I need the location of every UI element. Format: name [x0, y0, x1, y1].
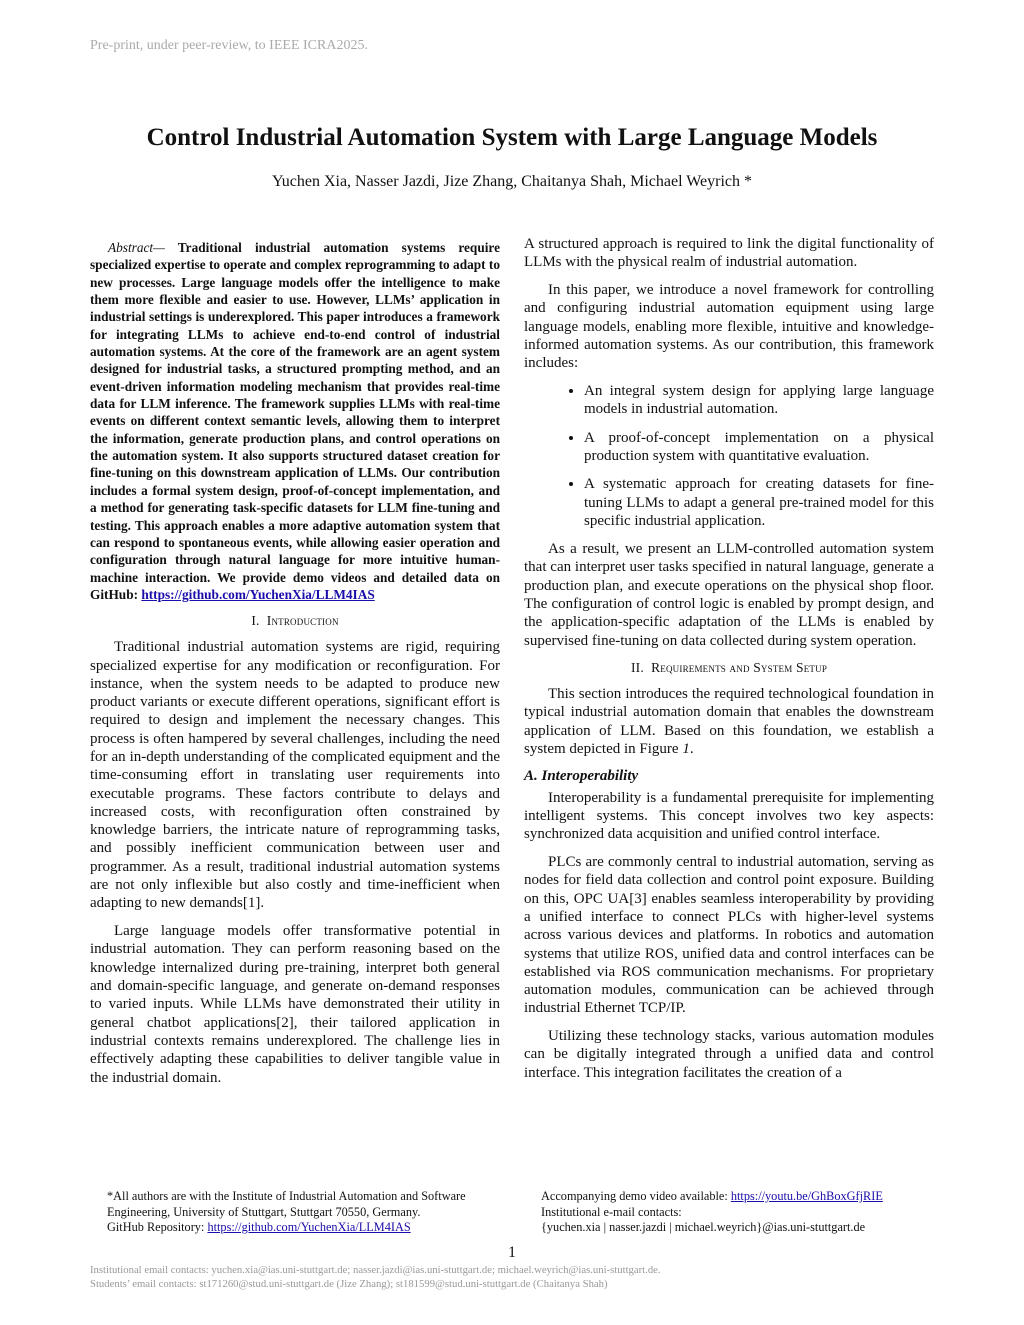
- list-item: • A systematic approach for creating datasets for fine-tuning LLMs to adapt a general pre-trained model for this specific industrial application.: [584, 475, 934, 530]
- paragraph: Interoperability is a fundamental prerequisite for implementing intelligent systems. This concept involves two key aspects: synchronized data acquisition and unified control interface.: [524, 789, 934, 843]
- paragraph: Traditional industrial automation systems are rigid, requiring specialized expertise for any modification or reconfiguration. For instance, when the system needs to be adapted to produce new product variants or execute different operations, significant effort is required to design and implement the necessary changes. This process is often hampered by several challenges, including the need for an in-depth understanding of the complicated equipment and the time-consuming effort in translating user requirements into executable programs. These factors contribute to delays and increased costs, with reconfiguration often constrained by knowledge barriers, the intricate nature of reprogramming tasks, and possibly inefficient communication between user and programmer. As a result, traditional industrial automation systems are not only inflexible but also costly and time-inefficient when adapting to new demands[1].: [90, 639, 500, 912]
- github-footnote-link[interactable]: https://github.com/YuchenXia/LLM4IAS: [207, 1220, 411, 1234]
- left-column: [90, 239, 500, 1096]
- footnote-right: Accompanying demo video available: https://youtu.be/GhBoxGfjRIE Institutional e-mail contacts: {yuchen.xia | nasser.jazdi | michael.weyrich}@ias.uni-stuttgart.de: [541, 1189, 883, 1234]
- github-link[interactable]: https://github.com/YuchenXia/LLM4IAS: [141, 586, 375, 602]
- paragraph: Large language models offer transformative potential in industrial automation. They can perform reasoning based on the knowledge internalized during pre-training, interpret both general and domain-specific language, and generate on-demand responses to varied inputs. While LLMs have demonstrated their utility in general chatbot applications[2], their tailored application in industrial contexts remains underexplored. The challenge lies in effectively adapting these capabilities to deliver tangible value in the industrial domain.: [90, 923, 500, 1086]
- right-column: [524, 235, 934, 1092]
- abstract: Abstract— Traditional industrial automation systems require specialized expertise to operate and complex reprogramming to adapt to new processes. Large language models offer the intelligence to make them more flexible and easier to use. However, LLMs’ application in industrial settings is underexplored. This paper introduces a framework for integrating LLMs to achieve end-to-end control of industrial automation systems. At the core of the framework are an agent system designed for industrial tasks, a structured prompting method, and an event-driven information modeling mechanism that provides real-time data for LLM inference. The framework supplies LLMs with real-time events on different context semantic levels, allowing them to interpret the information, generate production plans, and control operations on the automation system. It also supports structured dataset creation for fine-tuning on this downstream application of LLMs. Our contribution includes a formal system design, proof-of-concept implementation, and a method for generating task-specific datasets for LLM fine-tuning and testing. This approach enables a more adaptive automation system that can respond to spontaneous events, while allowing easier operation and configuration through natural language for more intuitive human-machine interaction. We provide demo videos and detailed data on GitHub: https://github.com/YuchenXia/LLM4IAS: [90, 240, 500, 602]
- authors: Yuchen Xia, Nasser Jazdi, Jize Zhang, Chaitanya Shah, Michael Weyrich *: [271, 173, 753, 190]
- video-link[interactable]: https://youtu.be/GhBoxGfjRIE: [730, 1189, 883, 1203]
- footnote-left: *All authors are with the Institute of Industrial Automation and Software Engineering, University of Stuttgart, Stuttgart 70550, Germany. GitHub Repository: https://github.com/YuchenXia/LLM4IAS: [107, 1189, 466, 1234]
- paragraph: A structured approach is required to link the digital functionality of LLMs with the physical realm of industrial automation.: [524, 236, 934, 271]
- section-heading-introduction: I. Introduction: [251, 613, 339, 629]
- contact-line: Institutional email contacts: yuchen.xia@ias.uni-stuttgart.de; nasser.jazdi@ias.uni-stuttgart.de; michael.weyrich@ias.uni-stuttgart.de.: [90, 1264, 661, 1276]
- paragraph: Utilizing these technology stacks, various automation modules can be digitally integrated through a unified data and control interface. This integration facilitates the creation of a: [524, 1028, 934, 1081]
- subsection-heading: A. Interoperability: [524, 767, 639, 784]
- contact-line: Students’ email contacts: st171260@stud.uni-stuttgart.de (Jize Zhang); st181599@stud.uni-stuttgart.de (Chaitanya Shah): [90, 1278, 608, 1290]
- list-item: • An integral system design for applying large language models in industrial automation.: [584, 382, 934, 419]
- list-item: • A proof-of-concept implementation on a physical production system with quantitative evaluation.: [584, 429, 934, 466]
- paragraph: In this paper, we introduce a novel framework for controlling and configuring industrial automation equipment using large language models, enabling more flexible, intuitive and knowledge-informed automation systems. As our contribution, this framework includes:: [524, 282, 934, 372]
- abstract-label: Abstract—: [108, 240, 165, 255]
- figure-ref[interactable]: 1: [682, 740, 690, 757]
- page-number: 1: [508, 1244, 516, 1261]
- paper-title: Control Industrial Automation System with Large Language Models: [146, 124, 878, 151]
- section-heading-requirements: II. Requirements and System Setup: [630, 659, 828, 675]
- paragraph: PLCs are commonly central to industrial automation, serving as nodes for field data collection and control point exposure. Building on this, OPC UA[3] enables seamless interoperability by providing a unified interface to connect PLCs with higher-level systems across various devices and platforms. In robotics and automation systems that utilize ROS, unified data and control interfaces can be established via ROS communication mechanisms. For proprietary automation modules, communication can be achieved through industrial Ethernet TCP/IP.: [524, 854, 934, 1017]
- paragraph: This section introduces the required technological foundation in typical industrial automation domain that enables the downstream application of LLM. Based on this foundation, we establish a system depicted in Figure 1.: [524, 685, 934, 757]
- preprint-notice: Pre-print, under peer-review, to IEEE ICRA2025.: [90, 38, 368, 53]
- contribution-list: [524, 382, 934, 530]
- paragraph: As a result, we present an LLM-controlled automation system that can interpret user tasks specified in natural language, generate a production plan, and execute operations on the physical shop floor. The configuration of control logic is enabled by prompt design, and the application-specific adaptation of the LLMs is enabled by supervised fine-tuning on data collected during system operation.: [524, 541, 934, 649]
